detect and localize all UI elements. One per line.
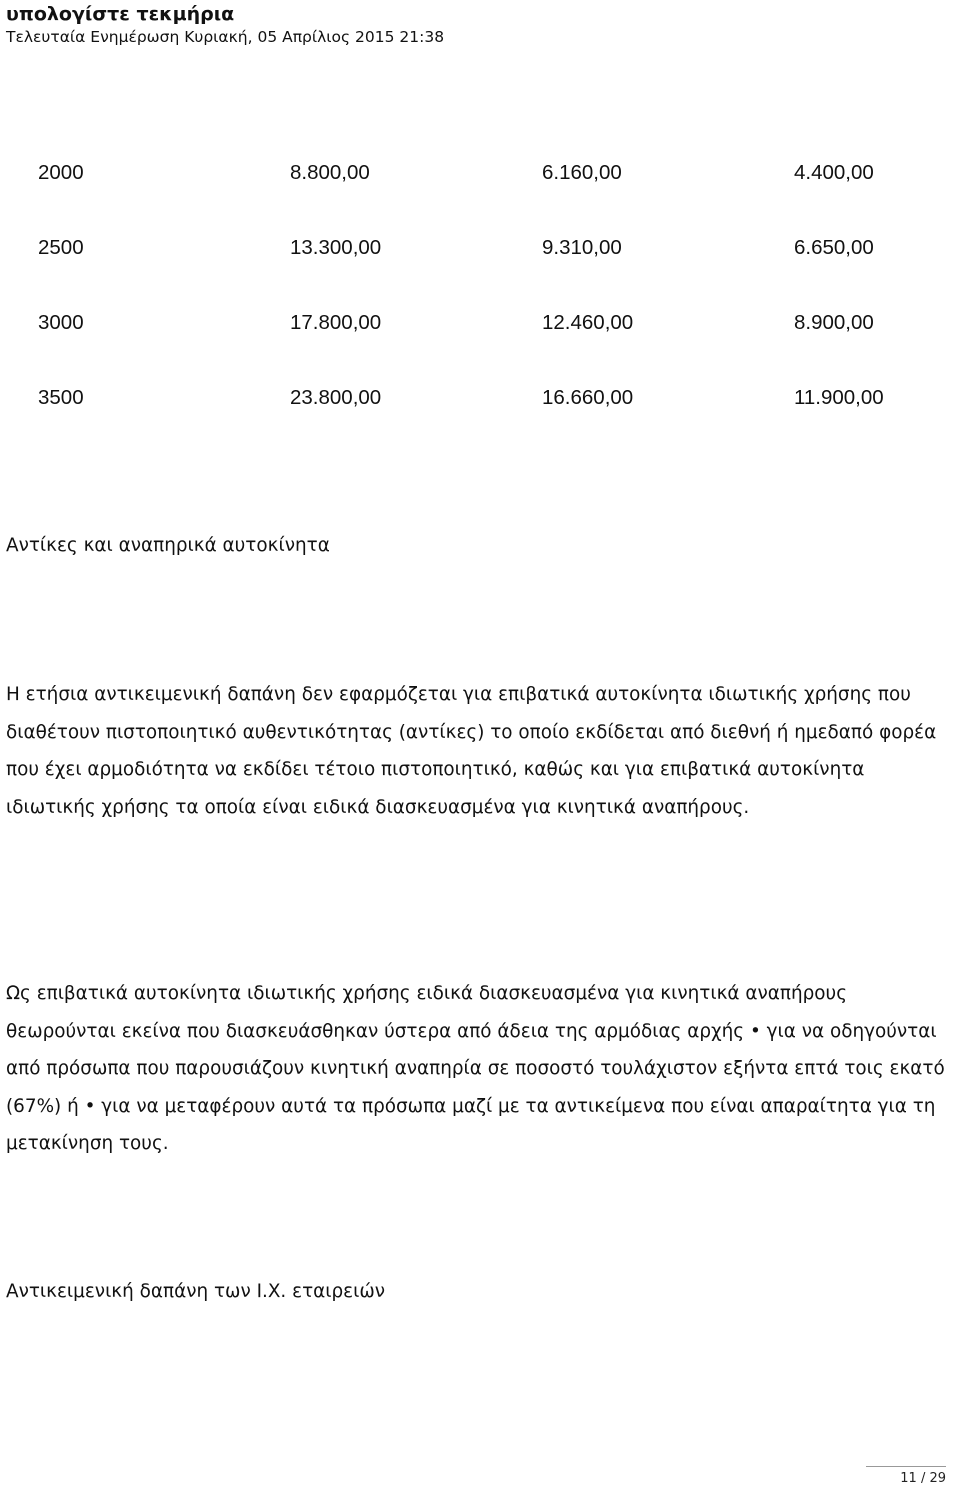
table-row [38, 230, 954, 305]
document-title: υπολογίστε τεκμήρια [6, 3, 235, 25]
table-cell: 3500 [38, 386, 84, 409]
table-cell: 8.900,00 [794, 311, 874, 334]
page-number: 11 / 29 [900, 1471, 946, 1486]
table-cell: 17.800,00 [290, 311, 382, 334]
table-cell: 4.400,00 [794, 161, 874, 184]
table-row [38, 380, 954, 455]
table-cell: 6.650,00 [794, 236, 874, 259]
table-cell: 13.300,00 [290, 236, 382, 259]
document-header [6, 2, 444, 48]
table-row [38, 305, 954, 380]
paragraph-antiques: Η ετήσια αντικειμενική δαπάνη δεν εφαρμόζεται για επιβατικά αυτοκίνητα ιδιωτικής χρήσης που διαθέτουν πιστοποιητικό αυθεντικότητας (αντίκες) το οποίο εκδίδεται από διεθνή ή ημεδαπό φορέα που έχει αρμοδιότητα να εκδίδει τέτοιο πιστοποιητικό, καθώς και για επιβατικά αυτοκίνητα ιδιωτικής χρήσης τα οποία είναι ειδικά διασκευασμένα για κινητικά αναπήρους. [6, 684, 937, 818]
table-cell: 11.900,00 [794, 386, 884, 409]
table-cell: 2500 [38, 236, 84, 259]
footer-divider [866, 1466, 946, 1467]
table-cell: 12.460,00 [542, 311, 634, 334]
table-cell: 8.800,00 [290, 161, 370, 184]
table-cell: 3000 [38, 311, 84, 334]
table-cell: 6.160,00 [542, 161, 622, 184]
table-cell: 23.800,00 [290, 386, 382, 409]
section-heading-antiques: Αντίκες και αναπηρικά αυτοκίνητα [6, 535, 330, 556]
paragraph-disabled-vehicles: Ως επιβατικά αυτοκίνητα ιδιωτικής χρήσης ειδικά διασκευασμένα για κινητικά αναπήρους θεωρούνται εκείνα που διασκευάσθηκαν ύστερα από άδεια της αρμόδιας αρχής • για να οδηγούνται από πρόσωπα που παρουσιάζουν κινητική αναπηρία σε ποσοστό τουλάχιστον εξήντα επτά τοις εκατό (67%) ή • για να μεταφέρουν αυτά τα πρόσωπα μαζί με τα αντικείμενα που είναι απαραίτητα για τη μετακίνηση τους. [6, 983, 945, 1154]
table-row [38, 155, 954, 230]
table-cell: 16.660,00 [542, 386, 634, 409]
table-cell: 2000 [38, 161, 84, 184]
section-heading-company-cars: Αντικειμενική δαπάνη των Ι.Χ. εταιρειών [6, 1281, 385, 1302]
table-cell: 9.310,00 [542, 236, 622, 259]
last-updated: Τελευταία Ενημέρωση Κυριακή, 05 Απρίλιος 2015 21:38 [6, 28, 445, 46]
rates-table [38, 155, 954, 455]
